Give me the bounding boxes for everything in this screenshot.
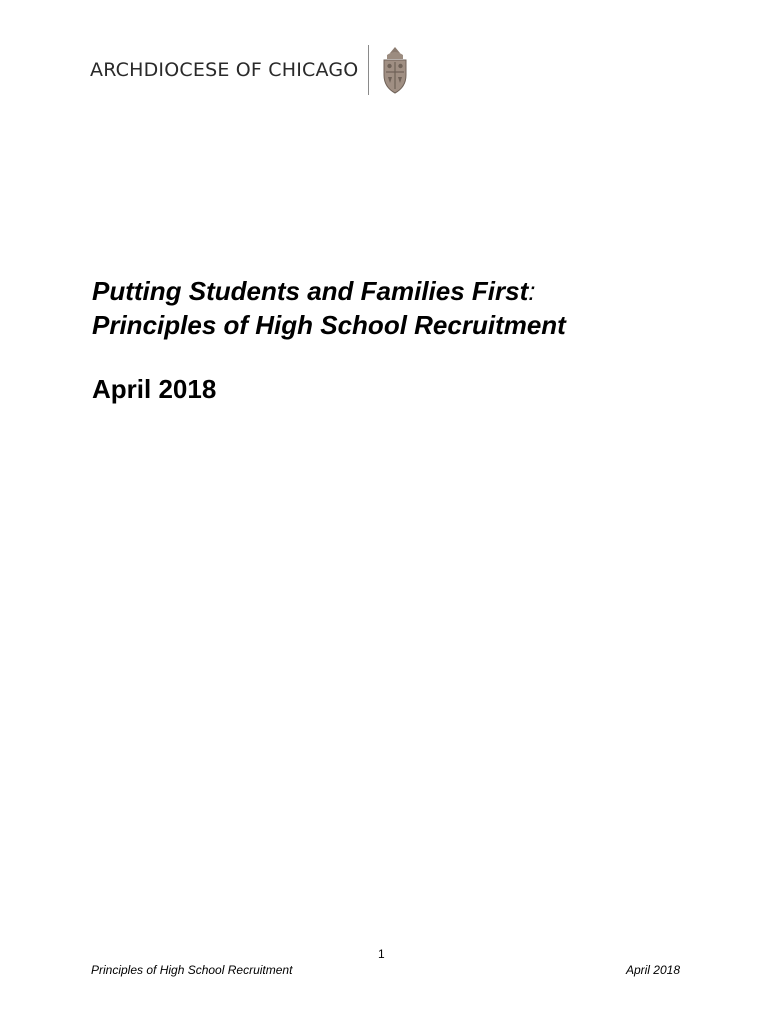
title-line-2: Principles of High School Recruitment [92, 310, 566, 340]
document-title [92, 274, 566, 342]
document-header [90, 44, 413, 96]
title-main: Putting Students and Families First [92, 276, 529, 306]
organization-name: ARCHDIOCESE OF CHICAGO [90, 59, 359, 81]
footer-title: Principles of High School Recruitment [91, 963, 293, 977]
page-number: 1 [378, 947, 385, 961]
document-date: April 2018 [92, 374, 217, 404]
title-line-1 [92, 274, 566, 308]
footer-date: April 2018 [625, 963, 680, 977]
archdiocese-crest-icon [377, 45, 413, 95]
title-separator: : [528, 276, 536, 306]
header-divider [368, 45, 369, 95]
